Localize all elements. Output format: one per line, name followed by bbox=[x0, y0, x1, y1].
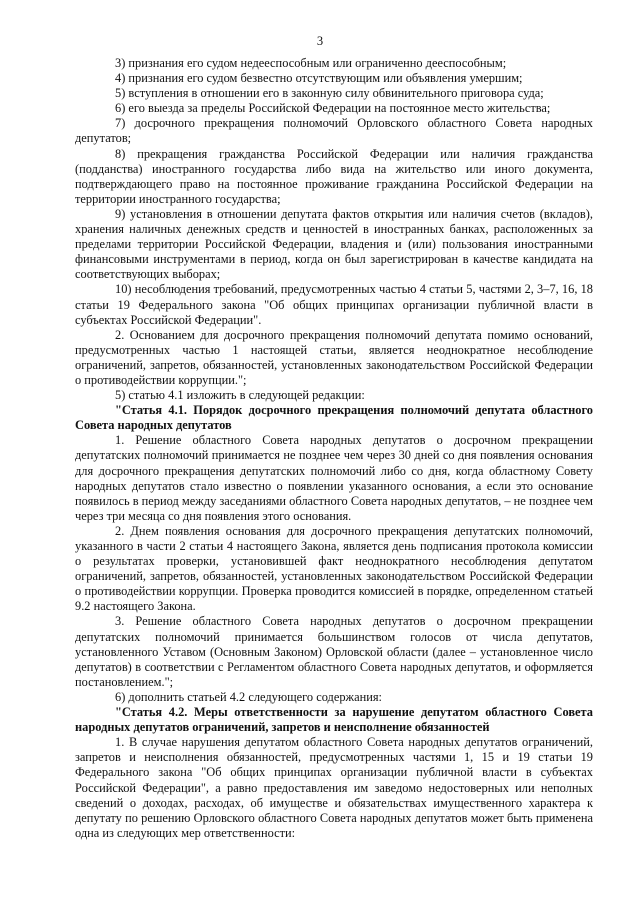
page-number: 3 bbox=[316, 34, 324, 48]
paragraph: 3. Решение областного Совета народных депутатов о досрочном прекращении депутатских полномочий принимается большинством голосов от числа депутатов, установленного Уставом (Основным Законом) Орловской области (далее – установленное число депутатов) в соответствии с Регламентом областного Совета народных депутатов, и оформляется постановлением."; bbox=[75, 614, 593, 689]
paragraph: 6) дополнить статьей 4.2 следующего содержания: bbox=[115, 689, 382, 704]
paragraph: 4) признания его судом безвестно отсутствующим или объявления умершим; bbox=[115, 71, 523, 86]
paragraph: 5) вступления в отношении его в законную силу обвинительного приговора суда; bbox=[115, 86, 544, 101]
paragraph: 2. Днем появления основания для досрочного прекращения депутатских полномочий, указанного в части 2 статьи 4 настоящего Закона, является день подписания протокола комиссии о результатах проверки, установившей факт неоднократного несоблюдения депутатом ограничений, запретов, обязанностей, установленных законодательством Российской Федерации о противодействии коррупции. Проверка проводится комиссией в порядке, определенном статьей 9.2 настоящего Закона. bbox=[75, 523, 593, 614]
paragraph: 8) прекращения гражданства Российской Федерации или наличия гражданства (подданства) иностранного государства либо вида на жительство или иного документа, подтверждающего право на постоянное проживание гражданина Российской Федерации на территории иностранного государства; bbox=[75, 146, 593, 206]
paragraph: 1. Решение областного Совета народных депутатов о досрочном прекращении депутатских полномочий принимается не позднее чем через 30 дней со дня появления основания для досрочного прекращения депутатских полномочий либо со дня, когда областному Совету народных депутатов стало известно о появлении указанного основания, а если это основание появилось в период между заседаниями областного Совета народных депутатов, – не позднее чем через три месяца со дня появления этого основания. bbox=[75, 433, 593, 523]
paragraph: 9) установления в отношении депутата фактов открытия или наличия счетов (вкладов), хранения наличных денежных средств и ценностей в иностранных банках, расположенных за пределами территории Российской Федерации, владения и (или) пользования иностранными финансовыми инструментами в период, когда он был зарегистрирован в качестве кандидата на соответствующих выборах; bbox=[75, 206, 593, 282]
paragraph: 2. Основанием для досрочного прекращения полномочий депутата помимо оснований, предусмотренных частью 1 настоящей статьи, является неоднократное несоблюдение ограничений, запретов, обязанностей, установленных законодательством Российской Федерации о противодействии коррупции."; bbox=[75, 327, 593, 387]
paragraph: 1. В случае нарушения депутатом областного Совета народных депутатов ограничений, запретов и неисполнения обязанностей, предусмотренных частями 1, 15 и 19 статьи 19 Федерального закона "Об общих принципах организации публичной власти в субъектах Российской Федерации", а равно предоставления им заведомо недостоверных или неполных сведений о доходах, расходах, об имуществе и обязательствах имущественного характера к депутату по решению Орловского областного Совета народных депутатов может быть применена одна из следующих мер ответственности: bbox=[75, 735, 593, 840]
paragraph: 3) признания его судом недееспособным или ограниченно дееспособным; bbox=[115, 56, 507, 70]
paragraph: 10) несоблюдения требований, предусмотренных частью 4 статьи 5, частями 2, 3–7, 16, 18 статьи 19 Федерального закона "Об общих принципах организации публичной власти в субъектах Российской Федерации". bbox=[75, 282, 593, 327]
paragraph: 5) статью 4.1 изложить в следующей редакции: bbox=[115, 388, 365, 403]
paragraph: 6) его выезда за пределы Российской Федерации на постоянное место жительства; bbox=[115, 101, 551, 116]
document-body bbox=[75, 56, 593, 841]
article-heading: "Статья 4.2. Меры ответственности за нарушение депутатом областного Совета народных депутатов ограничений, запретов и неисполнение обязанностей bbox=[75, 705, 593, 735]
paragraph: 7) досрочного прекращения полномочий Орловского областного Совета народных депутатов; bbox=[75, 116, 593, 146]
article-heading: "Статья 4.1. Порядок досрочного прекращения полномочий депутата областного Совета народных депутатов bbox=[75, 403, 593, 433]
